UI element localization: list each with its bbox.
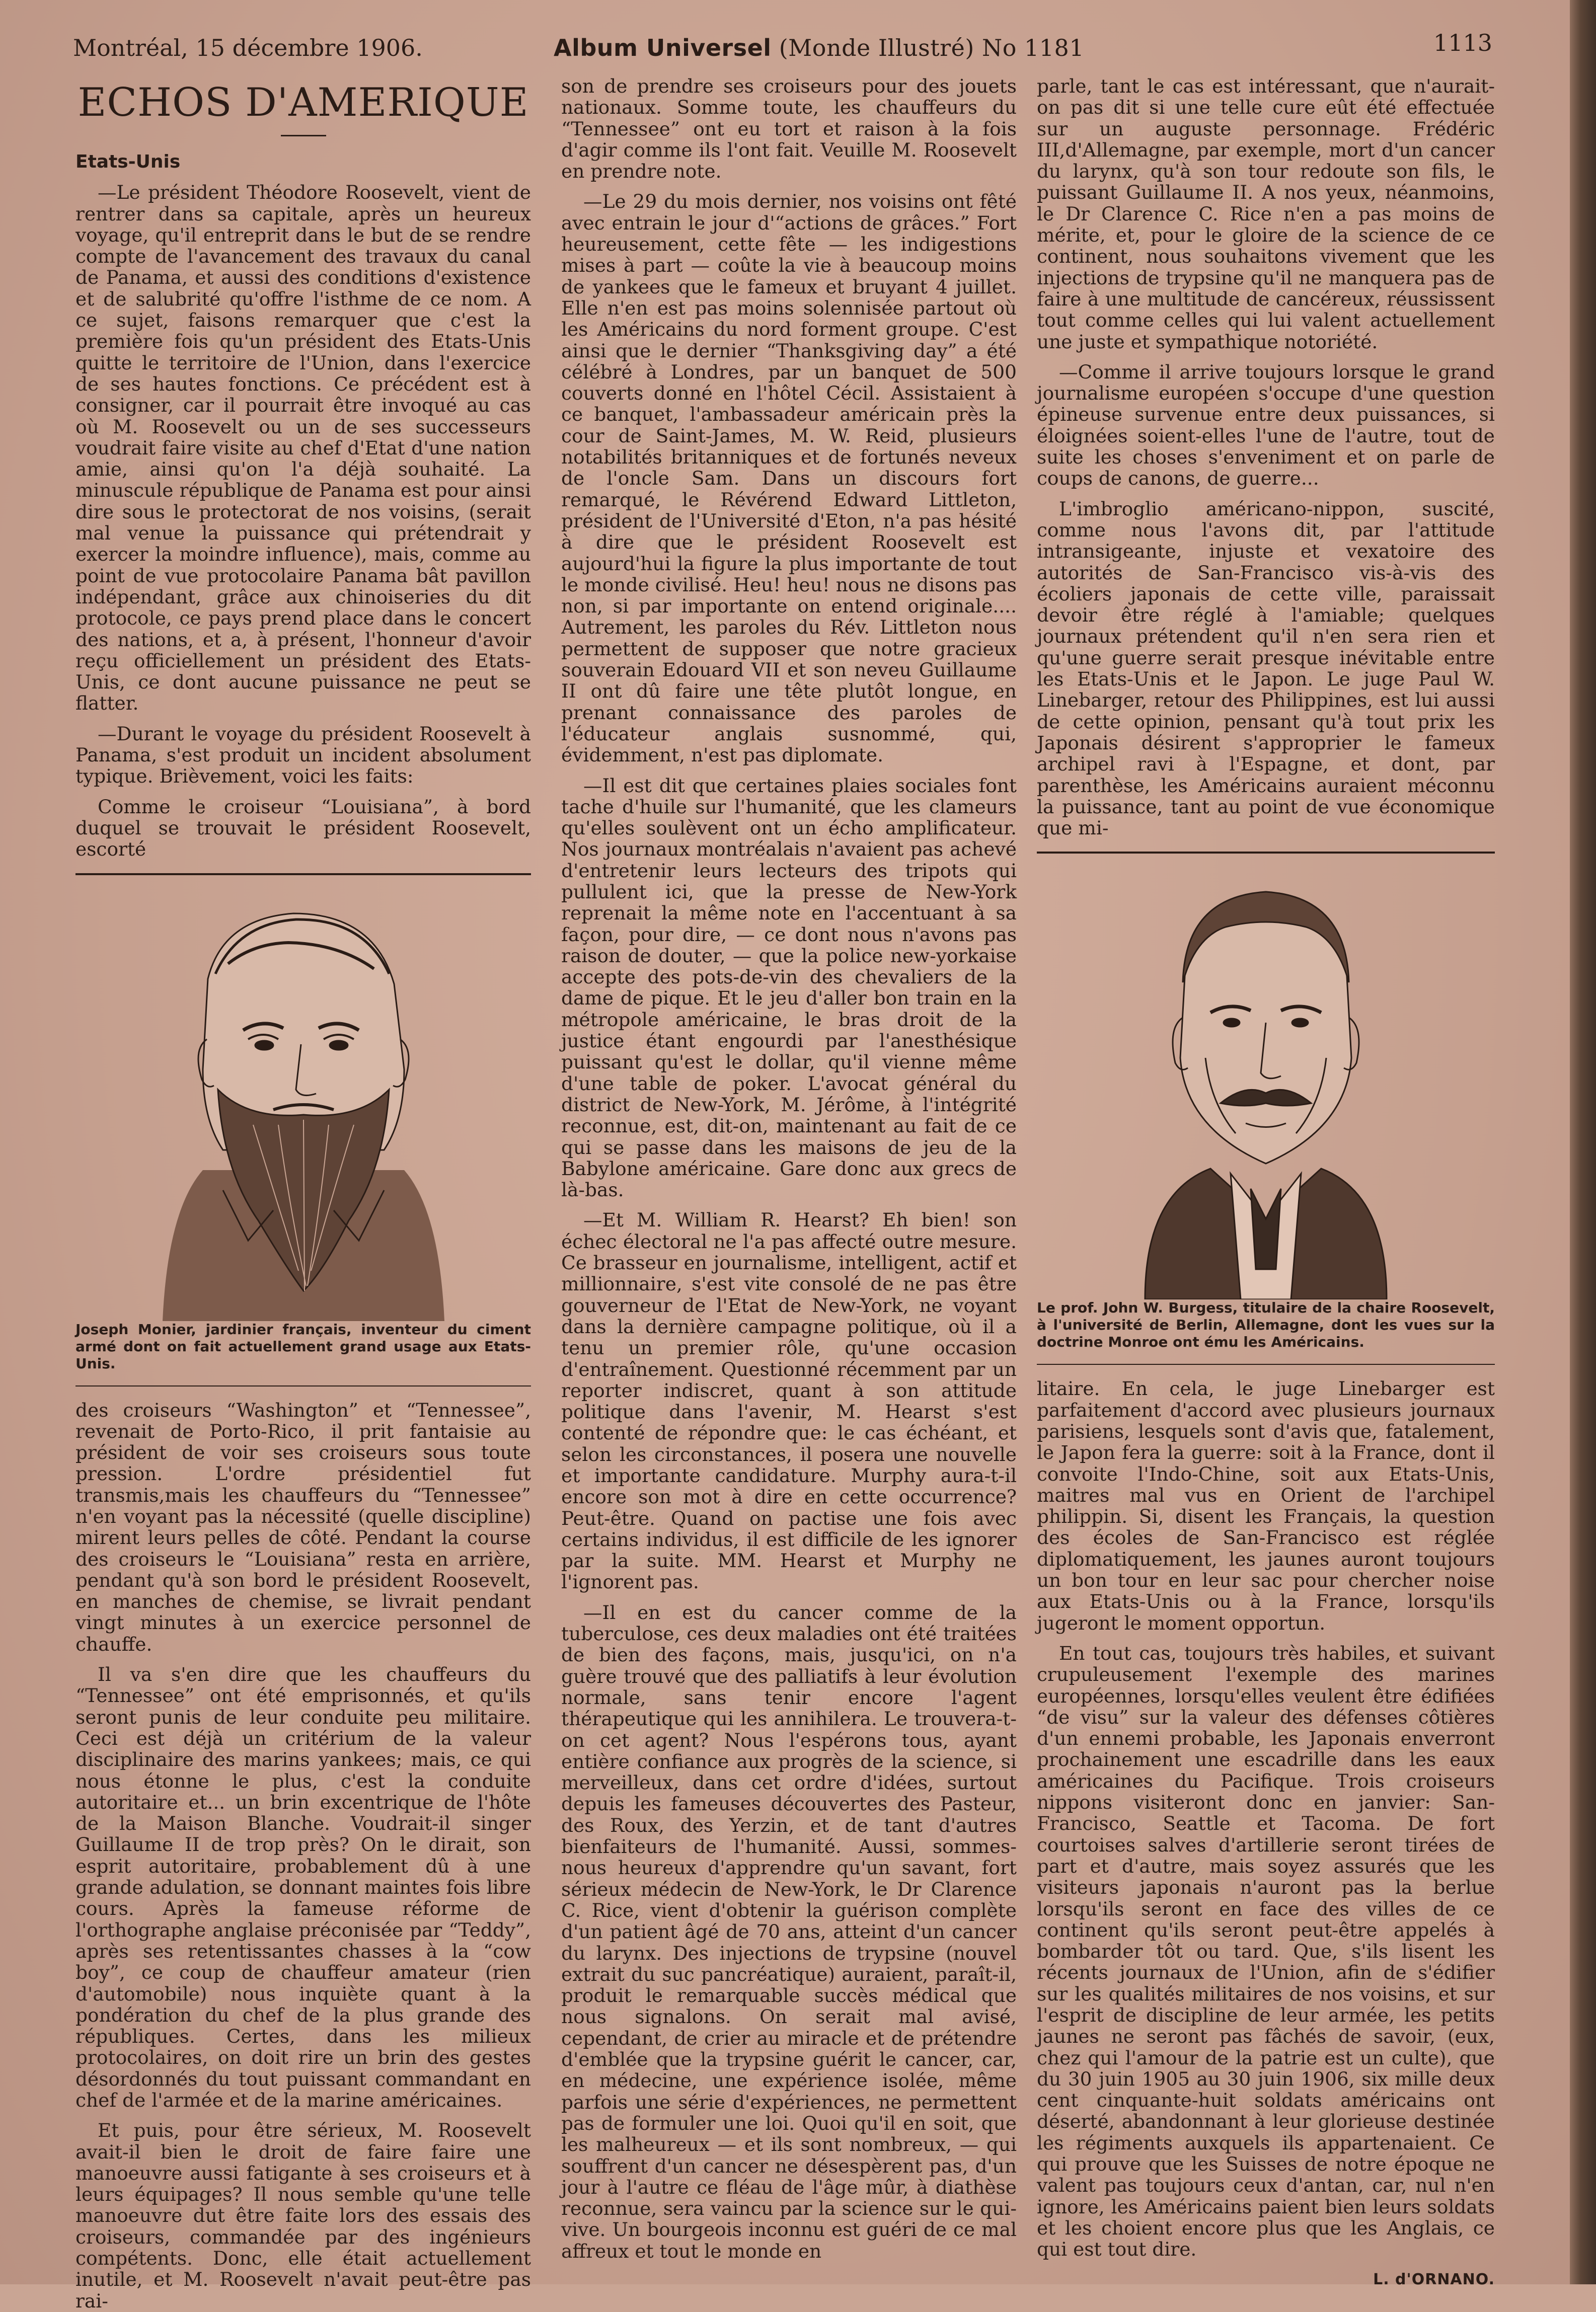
paragraph: —Et M. William R. Hearst? Eh bien! son échec électoral ne l'a pas affecté outre mesure. Ce brasseur en journalisme, intelligent, actif et millionnaire, s'est vite consolé de ne pas être gouverneur de l'Etat de New-York, ne voyant dans la dernière campagne politique, où il a tenu un premier rôle, qu'une occasion d'entraînement. Questionné récemment par un reporter indiscret, quant à son attitude politique dans l'avenir, M. Hearst s'est contenté de répondre que: le cas échéant, et selon les circonstances, il posera une nouvelle et importante candidature. Murphy aura-t-il encore son mot à dire en cette occurrence? Peut-être. Quand on pactise une fois avec certains individus, il est difficile de les ignorer par la suite. MM. Hearst et Murphy ne l'ignorent pas. [561,1209,1017,1593]
paragraph: L'imbroglio américano-nippon, suscité, comme nous l'avons dit, par l'attitude intransigeante, injuste et vexatoire des autorités de San-Francisco vis-à-vis des écoliers japonais de cette ville, paraissait devoir être réglé à l'amiable; quelques journaux prétendent qu'il n'en sera rien et qu'une guerre serait presque inévitable entre les Etats-Unis et le Japon. Le juge Paul W. Linebarger, retour des Philippines, est lui aussi de cette opinion, pensant qu'à tout prix les Japonais désirent s'approprier le fameux archipel ravi à l'Espagne, et dont, par parenthèse, les Américains auraient méconnu la puissance, tant au point de vue économique que mi- [1037,497,1495,839]
paragraph: —Durant le voyage du président Roosevelt à Panama, s'est produit un incident absolument typique. Brièvement, voici les faits: [75,722,531,788]
paragraph: —Il en est du cancer comme de la tuberculose, ces deux maladies ont été traitées de bien des façons, mais, jusqu'ici, on n'a guère trouvé que des palliatifs à leur évolution normale, sans tenir encore l'agent thérapeutique qui les annihilera. Le trouvera-t-on cet agent? Nous l'espérons tous, ayant entière confiance aux progrès de la science, si merveilleux, dans cet ordre d'idées, surtout depuis les fameuses découvertes des Pasteur, des Roux, des Yerzin, et de tant d'autres bienfaiteurs de l'humanité. Aussi, sommes-nous heureux d'apprendre qu'un savant, fort sérieux médecin de New-York, le Dr Clarence C. Rice, vient d'obtenir la guérison complète d'un patient âgé de 70 ans, atteint d'un cancer du larynx. Des injections de trypsine (nouvel extrait du suc pancréatique) auraient, paraît-il, produit le remarquable succès médical que nous signalons. On serait mal avisé, cependant, de crier au miracle et de prétendre d'emblée que la trypsine guérit le cancer, car, en médecine, une expérience isolée, même parfois une série d'expériences, ne permettent pas de formuler une loi. Quoi qu'il en soit, que les malheureux — et ils sont nombreux, — qui souffrent d'un cancer ne désespèrent pas, d'un jour à l'autre ce fléau de l'âge mûr, à diathèse reconnue, sera vaincu par la science sur le qui-vive. Un bourgeois inconnu est guéri de ce mal affreux et tout le monde en [561,1601,1017,2262]
paragraph: Il va s'en dire que les chauffeurs du “Tennessee” ont été emprisonnés, et qu'ils seront punis de leur conduite peu militaire. Ceci est déjà un critérium de la valeur disciplinaire des marins yankees; mais, ce qui nous étonne le plus, c'est la conduite autoritaire et... un brin excentrique de l'hôte de la Maison Blanche. Voudrait-il singer Guillaume II de trop près? On le dirait, son esprit autoritaire, probablement dû à une grande adulation, se donnant maintes fois libre cours. Après la fameuse réforme de l'orthographe anglaise préconisée par “Teddy”, après ses retentissantes chasses à la “cow boy”, ce coup de chauffeur amateur (rien d'automobile) nous inquiète quant à la pondération du chef de la plus grande des républiques. Certes, dans les milieux protocolaires, on doit rire un brin des gestes désordonnés du tout puissant commandant en chef de l'armée et de la marine américaines. [75,1663,531,2111]
paragraph: Comme le croiseur “Louisiana”, à bord duquel se trouvait le président Roosevelt, escorté [75,795,531,861]
paragraph: —Il est dit que certaines plaies sociales font tache d'huile sur l'humanité, que les clameurs qu'elles soulèvent ont un écho amplificateur. Nos journaux montréalais n'avaient pas achevé d'entretenir leurs lecteurs des tripots qui pullulent ici, que la presse de New-York reprenait la même note en l'accentuant à sa façon, pour dire, — ce dont nous n'avons pas raison de douter, — que la police new-yorkaise accepte des pots-de-vin des chevaliers de la dame de pique. Et le jeu d'aller bon train en la métropole américaine, le bras droit de la justice étant engourdi par l'anesthésique puissant qu'est le dollar, qu'il vienne même d'une table de poker. L'avocat général du district de New-York, M. Jérôme, à l'intégrité reconnue, est, dit-on, maintenant au fait de ce qui se passe dans les maisons de jeu de la Babylone américaine. Gare donc aux grecs de là-bas. [561,774,1017,1201]
portrait-engraving-bearded-man [122,888,485,1321]
separator-rule [1037,1364,1495,1365]
separator-rule [75,1385,531,1386]
column-1 [75,75,531,2311]
paragraph: Et puis, pour être sérieux, M. Roosevelt avait-il bien le droit de faire faire une manoeuvre aussi fatigante à ses croiseurs et à leurs équipages? Il nous semble qu'une telle manoeuvre dut être faite lors des essais des croiseurs, commandée par des ingénieurs compétents. Donc, elle était actuellement inutile, et M. Roosevelt n'avait peut-être pas rai- [75,2119,531,2312]
paragraph: —Le président Théodore Roosevelt, vient de rentrer dans sa capitale, après un heureux voyage, qu'il entreprit dans le but de se rendre compte de l'avancement des travaux du canal de Panama, et aussi des conditions d'existence et de salubrité qu'offre l'isthme de ce nom. A ce sujet, faisons remarquer que c'est la première fois qu'un président des Etats-Unis quitte le territoire de l'Union, dans l'exercice de ses hautes fonctions. Ce précédent est à consigner, car il pourrait être invoqué au cas où M. Roosevelt ou un de ses successeurs voudrait faire visite au chef d'Etat d'une nation amie, ainsi qu'on l'a déjà souhaité. La minuscule république de Panama est pour ainsi dire sous le protectorat de nos voisins, (serait mal venue la puissance qui prétendrait y exercer la moindre influence), mais, comme au point de vue protocolaire Panama bât pavillon indépendant, grâce aux chinoiseries du dit protocole, ce pays prend place dans le concert des nations, et a, à présent, l'honneur d'avoir reçu officiellement un président des Etats-Unis, ce dont aucune puissance ne peut se flatter. [75,181,531,715]
place-date: Montréal, 15 décembre 1906. [73,34,423,61]
paragraph: parle, tant le cas est intéressant, que n'aurait-on pas dit si une telle cure eût été effectuée sur un auguste personnage. Frédéric III,d'Allemagne, par exemple, mort d'un cancer du larynx, qu'à son tour redoute son fils, le puissant Guillaume II. A nos yeux, néanmoins, le Dr Clarence C. Rice n'en a pas moins de mérite, et, pour le gloire de la science de ce continent, nous souhaitons vivement que les injections de trypsine qu'il ne manquera pas de faire à une multitude de cancéreux, réussissent tout comme celles qui lui valent actuellement une juste et sympathique notoriété. [1037,75,1495,353]
paragraph: En tout cas, toujours très habiles, et suivant crupuleusement l'exemple des marines européennes, lorsqu'elles veulent être édifiées “de visu” sur la valeur des défenses côtières d'un ennemi probable, les Japonais enverront prochainement une escadrille dans les eaux américaines du Pacifique. Trois croiseurs nippons visiteront donc en janvier: San-Francisco, Seattle et Tacoma. De fort courtoises salves d'artillerie seront tirées de part et d'autre, mais soyez assurés que les visiteurs japonais n'auront pas la berlue lorsqu'ils seront en face des villes de ce continent qu'ils seront peut-être appelés à bombarder tôt ou tard. Que, s'ils lisent les récents journaux de l'Union, afin de s'édifier sur les qualités militaires de nos voisins, et sur l'esprit de discipline de leur armée, les petits jaunes ne seront pas fâchés de savoir, (eux, chez qui l'amour de la patrie est un culte), que du 30 juin 1905 au 30 juin 1906, six mille deux cent cinquante-huit soldats américains ont déserté, abandonnant à leur glorieuse destinée les régiments auxquels ils appartenaient. Ce qui prouve que les Suisses de notre époque ne valent pas toujours ceux d'antan, car, nul n'en ignore, les Américains paient bien leurs soldats et les choient encore plus que les Anglais, ce qui est tout dire. [1037,1642,1495,2261]
separator-rule [75,873,531,875]
publication-rest: (Monde Illustré) No 1181 [779,34,1085,61]
paragraph: litaire. En cela, le juge Linebarger est parfaitement d'accord avec plusieurs journaux parisiens, lesquels sont d'avis que, fatalement, le Japon fera la guerre: soit à la France, dont il convoite l'Indo-Chine, soit aux Etats-Unis, maitres mal vus en Orient de l'archipel philippin. Si, disent les Français, la question des écoles de San-Francisco est réglée diplomatiquement, les jaunes auront toujours un bon tour en leur sac pour chercher noise aux Etats-Unis ou à la France, lorsqu'ils jugeront le moment opportun. [1037,1377,1495,1634]
separator-rule [1037,852,1495,854]
article-title: ECHOS D'AMERIQUE [78,80,529,125]
portrait-burgess [1037,867,1495,1351]
portrait-monier [75,888,531,1372]
section-heading: Etats-Unis [75,151,181,172]
column-3 [1037,75,1495,2290]
author-signature: L. d'ORNANO. [1373,2270,1495,2288]
portrait-caption: Joseph Monier, jardinier français, inventeur du ciment armé dont on fait actuellement grand usage aux Etats-Unis. [75,1321,531,1372]
page-number: 1113 [1433,29,1492,56]
paragraph: —Comme il arrive toujours lorsque le grand journalisme européen s'occupe d'une question épineuse survenue entre deux puissances, si éloignées soient-elles l'une de l'autre, tout de suite les choses s'enveniment et on parle de coups de canons, de guerre... [1037,360,1495,490]
binding-edge [1570,0,1596,2284]
paragraph: des croiseurs “Washington” et “Tennessee”, revenait de Porto-Rico, il prit fantaisie au président de voir ses croiseurs sous toute pression. L'ordre présidentiel fut transmis,mais les chauffeurs du “Tennessee” n'en voyant pas la nécessité (quelle discipline) mirent leurs pelles de côté. Pendant la course des croiseurs le “Louisiana” resta en arrière, pendant qu'à son bord le président Roosevelt, en manches de chemise, se livrait pendant vingt minutes à un exercice personnel de chauffe. [75,1399,531,1655]
publication-name: Album Universel [554,34,772,61]
portrait-caption: Le prof. John W. Burgess, titulaire de la chaire Roosevelt, à l'université de Berlin, Allemagne, dont les vues sur la doctrine Monroe ont ému les Américains. [1037,1299,1495,1351]
paragraph: —Le 29 du mois dernier, nos voisins ont fêté avec entrain le jour d'“actions de grâces.” Fort heureusement, cette fête — les indigestions mises à part — coûte la vie à beaucoup moins de yankees que le fameux et bruyant 4 juillet. Elle n'en est pas moins solennisée partout où les Américains du nord forment groupe. C'est ainsi que le dernier “Thanksgiving day” a été célébré à Londres, par un banquet de 500 couverts donné en l'hôtel Cécil. Assistaient à ce banquet, l'ambassadeur américain près la cour de Saint-James, M. W. Reid, plusieurs notabilités britanniques et de fortunés neveux de l'oncle Sam. Dans un discours fort remarqué, le Révérend Edward Littleton, président de l'Université d'Eton, n'a pas hésité à dire que le président Roosevelt est aujourd'hui la figure la plus importante de tout le monde civilisé. Heu! heu! nous ne disons pas non, si par importante on entend originale.... Autrement, les paroles du Rév. Littleton nous permettent de supposer que notre gracieux souverain Edouard VII et son neveu Guillaume II ont dû faire une tête plutôt longue, en prenant connaissance des paroles de l'éducateur anglais susnommé, qui, évidemment, n'est pas diplomate. [561,190,1017,766]
publication-line [554,34,1084,61]
title-rule [281,135,326,136]
portrait-engraving-mustached-man [1085,867,1447,1299]
masthead [73,29,1492,64]
paragraph: son de prendre ses croiseurs pour des jouets nationaux. Somme toute, les chauffeurs du “Tennessee” ont eu tort et raison à la fois d'agir comme ils l'ont fait. Veuille M. Roosevelt en prendre note. [561,75,1017,183]
column-2 [561,75,1017,2262]
